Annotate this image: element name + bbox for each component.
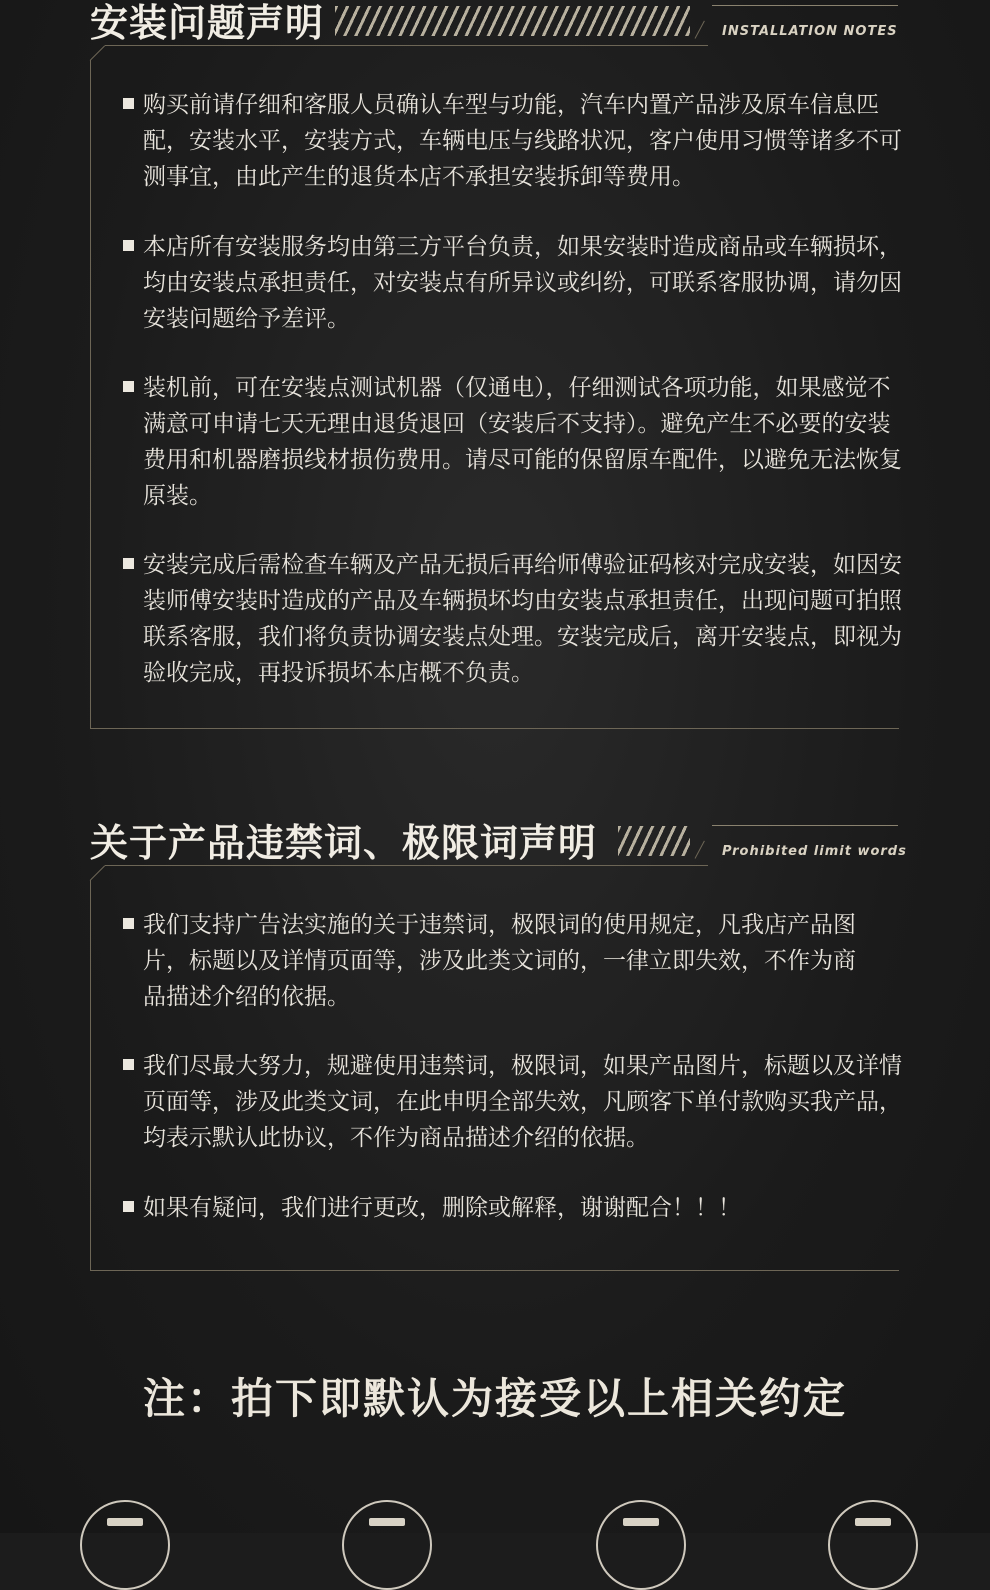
cut-off-icon-2 — [342, 1500, 432, 1590]
list-item: 装机前，可在安装点测试机器（仅通电），仔细测试各项功能，如果感觉不满意可申请七天无理由退货退回（安装后不支持）。避免产生不必要的安装费用和机器磨损线材损伤费用。请尽可能的保留原车配件，以避免无法恢复原装。 — [143, 375, 902, 509]
list-item: 安装完成后需检查车辆及产品无损后再给师傅验证码核对完成安装，如因安装师傅安装时造成的产品及车辆损坏均由安装点承担责任，出现问题可拍照联系客服，我们将负责协调安装点处理。安装完成后，离开安装点，即视为验收完成，再投诉损坏本店概不负责。 — [143, 552, 902, 686]
list-item: 如果有疑问，我们进行更改，删除或解释，谢谢配合！！！ — [143, 1195, 741, 1221]
bullet-marker — [123, 1059, 134, 1070]
title-stripes-decoration — [335, 6, 690, 36]
list-item: 我们尽最大努力，规避使用违禁词，极限词，如果产品图片，标题以及详情页面等，涉及此类文词，在此申明全部失效，凡顾客下单付款购买我产品，均表示默认此协议，不作为商品描述介绍的依据。 — [143, 1053, 902, 1151]
bullet-marker — [123, 98, 134, 109]
section-title-installation: 安装问题声明 — [90, 1, 325, 45]
bullet-marker — [123, 1201, 134, 1212]
bullet-marker — [123, 381, 134, 392]
cut-off-icon-4 — [828, 1500, 918, 1590]
box-top-border — [105, 865, 708, 866]
bullet-marker — [123, 240, 134, 251]
cut-off-icon-3 — [596, 1500, 686, 1590]
list-item: 本店所有安装服务均由第三方平台负责，如果安装时造成商品或车辆损坏，均由安装点承担责任，对安装点有所异议或纠纷，可联系客服协调，请勿因安装问题给予差评。 — [143, 234, 902, 332]
acceptance-note: 注：拍下即默认为接受以上相关约定 — [142, 1374, 847, 1423]
box-top-border — [105, 45, 708, 46]
list-item: 购买前请仔细和客服人员确认车型与功能，汽车内置产品涉及原车信息匹配，安装水平，安装方式，车辆电压与线路状况，客户使用习惯等诸多不可测事宜，由此产生的退货本店不承担安装拆卸等费用。 — [143, 92, 902, 190]
title-stripes-decoration — [618, 826, 690, 856]
bullet-marker — [123, 558, 134, 569]
bullet-marker — [123, 918, 134, 929]
list-item: 我们支持广告法实施的关于违禁词，极限词的使用规定，凡我店产品图片，标题以及详情页面等，涉及此类文词的，一律立即失效，不作为商品描述介绍的依据。 — [143, 912, 856, 1010]
title-rule — [712, 825, 898, 826]
section-subtitle-prohibited: Prohibited limit words — [722, 844, 907, 859]
section-title-prohibited: 关于产品违禁词、极限词声明 — [90, 821, 598, 865]
title-rule — [712, 5, 898, 6]
cut-off-icon-1 — [80, 1500, 170, 1590]
section-subtitle-installation: INSTALLATION NOTES — [722, 24, 898, 39]
